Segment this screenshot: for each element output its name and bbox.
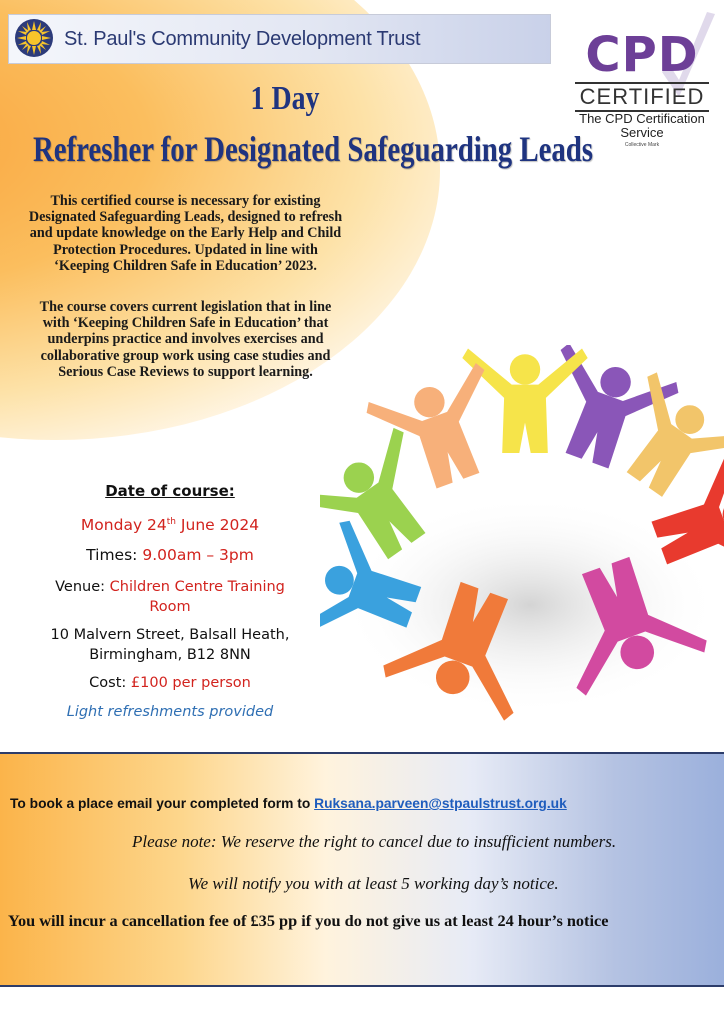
cancellation-right-note: Please note: We reserve the right to cancel due to insufficient numbers. [132,832,617,851]
description-line: The course covers current legislation that in line [39,299,332,315]
description-line: This certified course is necessary for existing [50,193,321,209]
refreshments-note: Light refreshments provided [66,704,274,720]
course-title: Refresher for Designated Safeguarding Leads [33,129,593,169]
date-of-course-label: Date of course: [105,482,235,500]
course-date: Monday 24th June 2024 [80,516,260,534]
description-line: and update knowledge on the Early Help and Child [29,225,342,242]
cpd-certified-label: CERTIFIED [575,82,709,112]
booking-email-link[interactable]: Ruksana.parveen@stpaulstrust.org.uk [314,796,567,811]
description-line: collaborative group work using case studies and [40,347,331,364]
cancellation-fee-note: You will incur a cancellation fee of £35 pp if you do not give us at least 24 hour’s notice [8,911,609,930]
description-line: Protection Procedures. Updated in line with [53,241,318,258]
booking-band [0,752,724,987]
description-paragraph-1 [8,193,363,274]
course-cost: Cost: £100 per person [89,675,251,691]
course-times: Times: 9.00am – 3pm [86,546,254,564]
description-line: Serious Case Reviews to support learning. [58,363,313,380]
cpd-mark: CPD [585,27,699,83]
description-line: Designated Safeguarding Leads, designed to refresh [28,209,343,226]
paper-people-circle-image [320,345,724,730]
cpd-service-label: The CPD Certification Service [579,111,705,140]
organisation-name: St. Paul's Community Development Trust [64,28,421,50]
cpd-collective-mark: Collective Mark [624,142,660,148]
booking-instruction: To book a place email your completed form to Ruksana.parveen@stpaulstrust.org.uk [10,796,567,811]
notification-note: We will notify you with at least 5 working day’s notice. [188,874,559,893]
description-line: underpins practice and involves exercises and [47,331,324,348]
description-paragraph-2 [8,299,363,380]
sun-logo-icon [14,18,54,58]
course-duration-title: 1 Day [250,80,320,117]
course-address: 10 Malvern Street, Balsall Heath, Birmingham, B12 8NN [50,627,290,663]
course-details [20,482,320,720]
description-line: with ‘Keeping Children Safe in Education’ that [42,315,329,332]
course-venue: Venue: Children Centre Training Room [55,579,285,615]
description-line: ‘Keeping Children Safe in Education’ 2023. [54,257,317,274]
